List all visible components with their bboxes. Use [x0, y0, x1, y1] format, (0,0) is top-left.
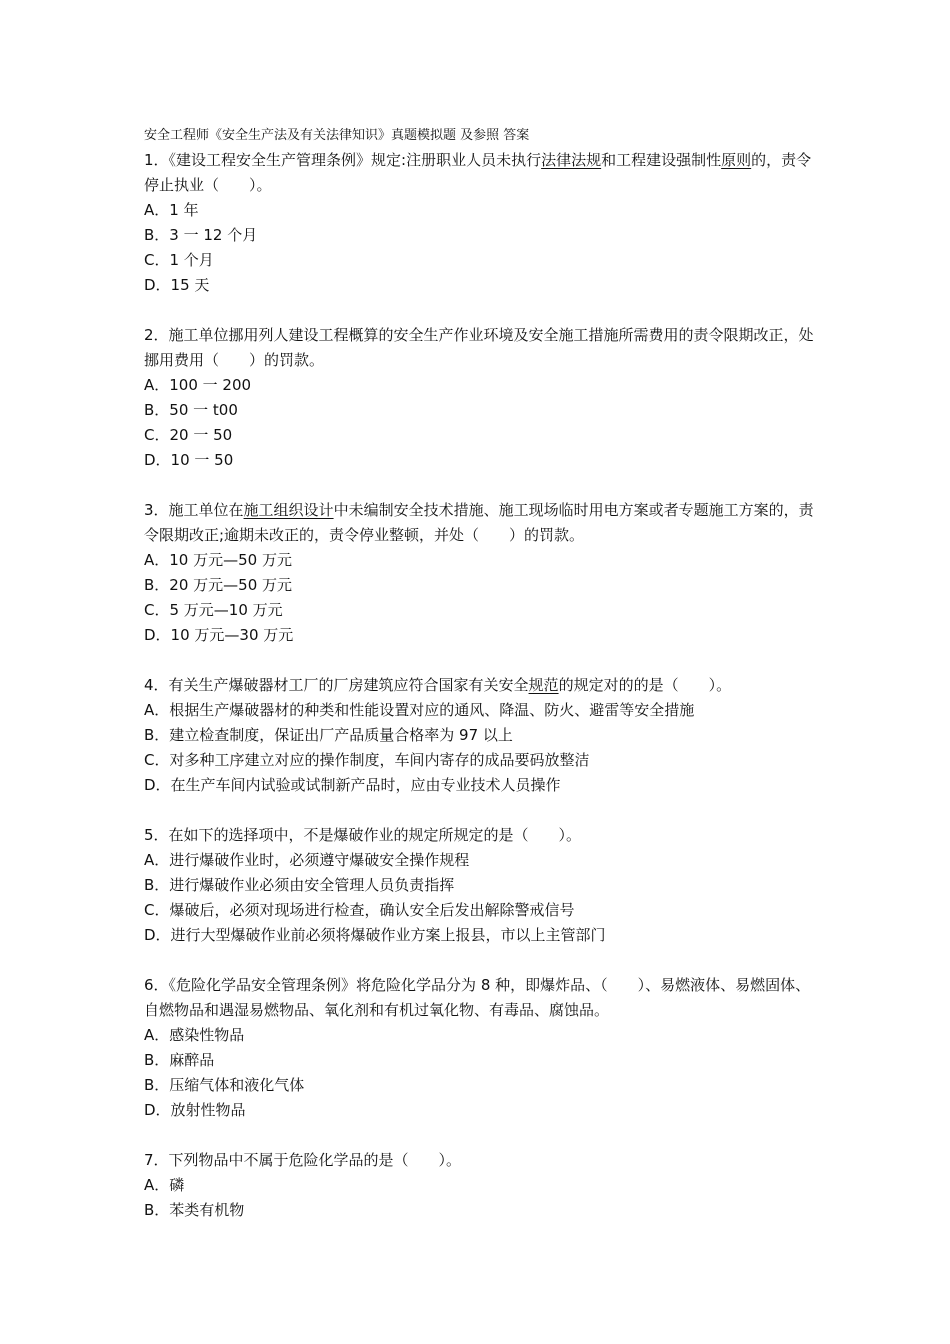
question-stem	[144, 1148, 824, 1173]
stem-text: 1．《建设工程安全生产管理条例》规定:注册职业人员未执行	[144, 151, 542, 169]
question-stem	[144, 823, 824, 848]
question-2	[144, 323, 824, 473]
inline-link[interactable]: 规范	[528, 676, 559, 694]
stem-text: 6．《危险化学品安全管理条例》将危险化学品分为 8 种，即爆炸品、（ ）、易燃液体、易燃固体、自燃物品和遇湿易燃物品、氧化剂和有机过氧化物、有毒品、腐蚀品。	[144, 976, 811, 1019]
question-7	[144, 1148, 824, 1223]
answer-option: C．爆破后，必须对现场进行检查，确认安全后发出解除警戒信号	[144, 901, 575, 919]
stem-text: 7．下列物品中不属于危险化学品的是（ ）。	[144, 1151, 462, 1169]
answer-option: C．20 一 50	[144, 426, 233, 444]
question-stem	[144, 498, 824, 548]
answer-option: D．在生产车间内试验或试制新产品时，应由专业技术人员操作	[144, 776, 561, 794]
question-1	[144, 148, 824, 298]
inline-link[interactable]: 法律法规	[541, 151, 602, 169]
stem-text: 4．有关生产爆破器材工厂的厂房建筑应符合国家有关安全	[144, 676, 529, 694]
answer-option: C．5 万元—10 万元	[144, 601, 283, 619]
question-5	[144, 823, 824, 948]
answer-option: B．建立检查制度，保证出厂产品质量合格率为 97 以上	[144, 726, 513, 744]
stem-text: 的规定对的的是（ ）。	[558, 676, 732, 694]
answer-option: A．根据生产爆破器材的种类和性能设置对应的通风、降温、防火、避雷等安全措施	[144, 701, 695, 719]
question-4	[144, 673, 824, 798]
stem-text: 2．施工单位挪用列人建设工程概算的安全生产作业环境及安全施工措施所需费用的责令限期改正，处挪用费用（ ）的罚款。	[144, 326, 814, 369]
answer-option: B．3 一 12 个月	[144, 226, 258, 244]
answer-option: D．放射性物品	[144, 1101, 246, 1119]
answer-option: B．麻醉品	[144, 1051, 215, 1069]
inline-link[interactable]: 原则	[721, 151, 752, 169]
answer-option: D．10 万元—30 万元	[144, 626, 294, 644]
inline-link[interactable]: 施工组织设计	[243, 501, 334, 519]
answer-option: A．磷	[144, 1176, 185, 1194]
question-list	[144, 148, 824, 1223]
answer-option: A．进行爆破作业时，必须遵守爆破安全操作规程	[144, 851, 470, 869]
answer-option: B．压缩气体和液化气体	[144, 1076, 305, 1094]
stem-text: 和工程建设强制性	[601, 151, 722, 169]
answer-option: A．感染性物品	[144, 1026, 245, 1044]
answer-option: D．进行大型爆破作业前必须将爆破作业方案上报县，市以上主管部门	[144, 926, 606, 944]
question-stem	[144, 973, 824, 1023]
document-title: 安全工程师《安全生产法及有关法律知识》真题模拟题 及参照 答案	[144, 128, 530, 143]
document-page	[144, 124, 824, 1248]
answer-option: A．1 年	[144, 201, 199, 219]
answer-option: B．进行爆破作业必须由安全管理人员负责指挥	[144, 876, 455, 894]
stem-text: 中未编制安全技术措施、施工现场临时用电方案或者专题施工方案的，责令限期改正;逾期未改正的，责令停业整顿，并处（ ）的罚款。	[144, 501, 814, 544]
stem-text: 的，责令停止执业（ ）。	[144, 151, 812, 194]
answer-option: C．对多种工序建立对应的操作制度，车间内寄存的成品要码放整洁	[144, 751, 590, 769]
question-stem	[144, 148, 824, 198]
answer-option: A．100 一 200	[144, 376, 252, 394]
answer-option: C．1 个月	[144, 251, 214, 269]
question-stem	[144, 673, 824, 698]
answer-option: B．苯类有机物	[144, 1201, 245, 1219]
question-3	[144, 498, 824, 648]
answer-option: B．20 万元—50 万元	[144, 576, 293, 594]
question-stem	[144, 323, 824, 373]
question-6	[144, 973, 824, 1123]
answer-option: D．15 天	[144, 276, 210, 294]
answer-option: A．10 万元—50 万元	[144, 551, 292, 569]
stem-text: 5．在如下的选择项中，不是爆破作业的规定所规定的是（ ）。	[144, 826, 582, 844]
answer-option: B．50 一 t00	[144, 401, 238, 419]
answer-option: D．10 一 50	[144, 451, 234, 469]
stem-text: 3．施工单位在	[144, 501, 244, 519]
